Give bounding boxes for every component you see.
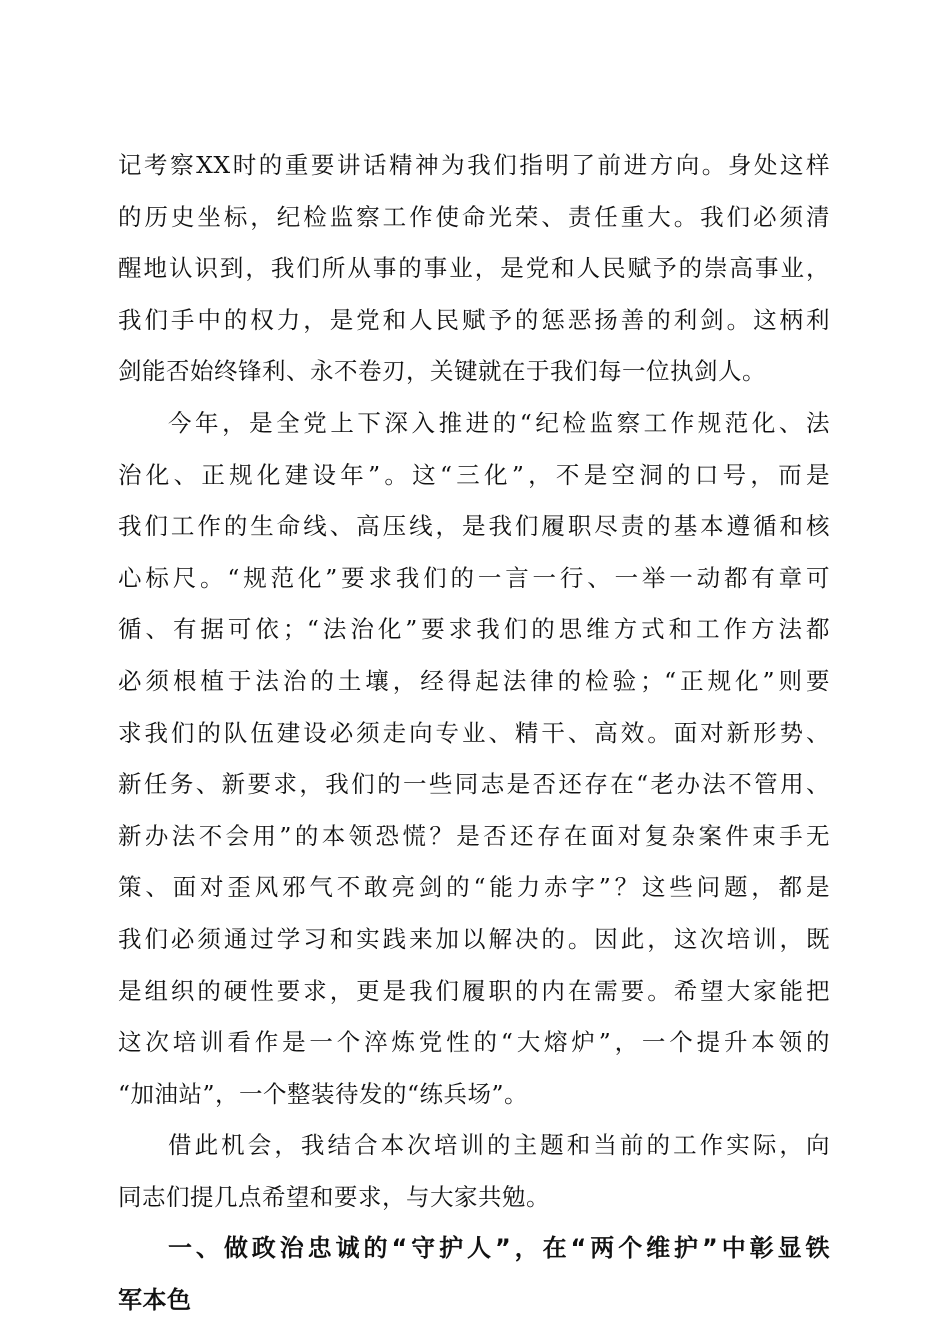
paragraph-3 bbox=[118, 1120, 830, 1223]
text-line: 醒地认识到，我们所从事的事业，是党和人民赋予的崇高事业， bbox=[118, 254, 830, 283]
text-line: 我们工作的生命线、高压线，是我们履职尽责的基本遵循和核 bbox=[118, 512, 830, 541]
text-line: 这次培训看作是一个淬炼党性的“大熔炉”，一个提升本领的 bbox=[118, 1028, 830, 1057]
text-line: 求我们的队伍建设必须走向专业、精干、高效。面对新形势、 bbox=[118, 718, 830, 747]
heading-line: 军本色 bbox=[118, 1286, 192, 1315]
text-line: 同志们提几点希望和要求，与大家共勉。 bbox=[118, 1182, 550, 1211]
section-heading bbox=[118, 1223, 830, 1326]
text-line: 借此机会，我结合本次培训的主题和当前的工作实际，向 bbox=[168, 1131, 830, 1160]
paragraph-2 bbox=[118, 398, 830, 1120]
text-line: 治化、正规化建设年”。这“三化”，不是空洞的口号，而是 bbox=[118, 460, 830, 489]
paragraph-1 bbox=[118, 140, 830, 398]
text-line: 我们手中的权力，是党和人民赋予的惩恶扬善的利剑。这柄利 bbox=[118, 305, 830, 334]
document-body bbox=[118, 140, 830, 1327]
heading-line: 一、做政治忠诚的“守护人”，在“两个维护”中彰显铁 bbox=[168, 1234, 830, 1263]
text-line: 今年，是全党上下深入推进的“纪检监察工作规范化、法 bbox=[168, 408, 830, 437]
text-line: 是组织的硬性要求，更是我们履职的内在需要。希望大家能把 bbox=[118, 976, 830, 1005]
text-line: 循、有据可依；“法治化”要求我们的思维方式和工作方法都 bbox=[118, 615, 830, 644]
text-line: 我们必须通过学习和实践来加以解决的。因此，这次培训，既 bbox=[118, 924, 830, 953]
text-line: 心标尺。“规范化”要求我们的一言一行、一举一动都有章可 bbox=[118, 563, 830, 592]
text-line: 的历史坐标，纪检监察工作使命光荣、责任重大。我们必须清 bbox=[118, 202, 830, 231]
text-line: 记考察XX时的重要讲话精神为我们指明了前进方向。身处这样 bbox=[118, 151, 830, 179]
text-line: 新办法不会用”的本领恐慌？是否还存在面对复杂案件束手无 bbox=[118, 821, 830, 850]
text-line: 新任务、新要求，我们的一些同志是否还存在“老办法不管用、 bbox=[118, 770, 830, 799]
text-line: 必须根植于法治的土壤，经得起法律的检验；“正规化”则要 bbox=[118, 666, 830, 695]
text-line: “加油站”，一个整装待发的“练兵场”。 bbox=[118, 1079, 529, 1108]
text-line: 剑能否始终锋利、永不卷刃，关键就在于我们每一位执剑人。 bbox=[118, 357, 766, 386]
text-line: 策、面对歪风邪气不敢亮剑的“能力赤字”？这些问题，都是 bbox=[118, 873, 830, 902]
